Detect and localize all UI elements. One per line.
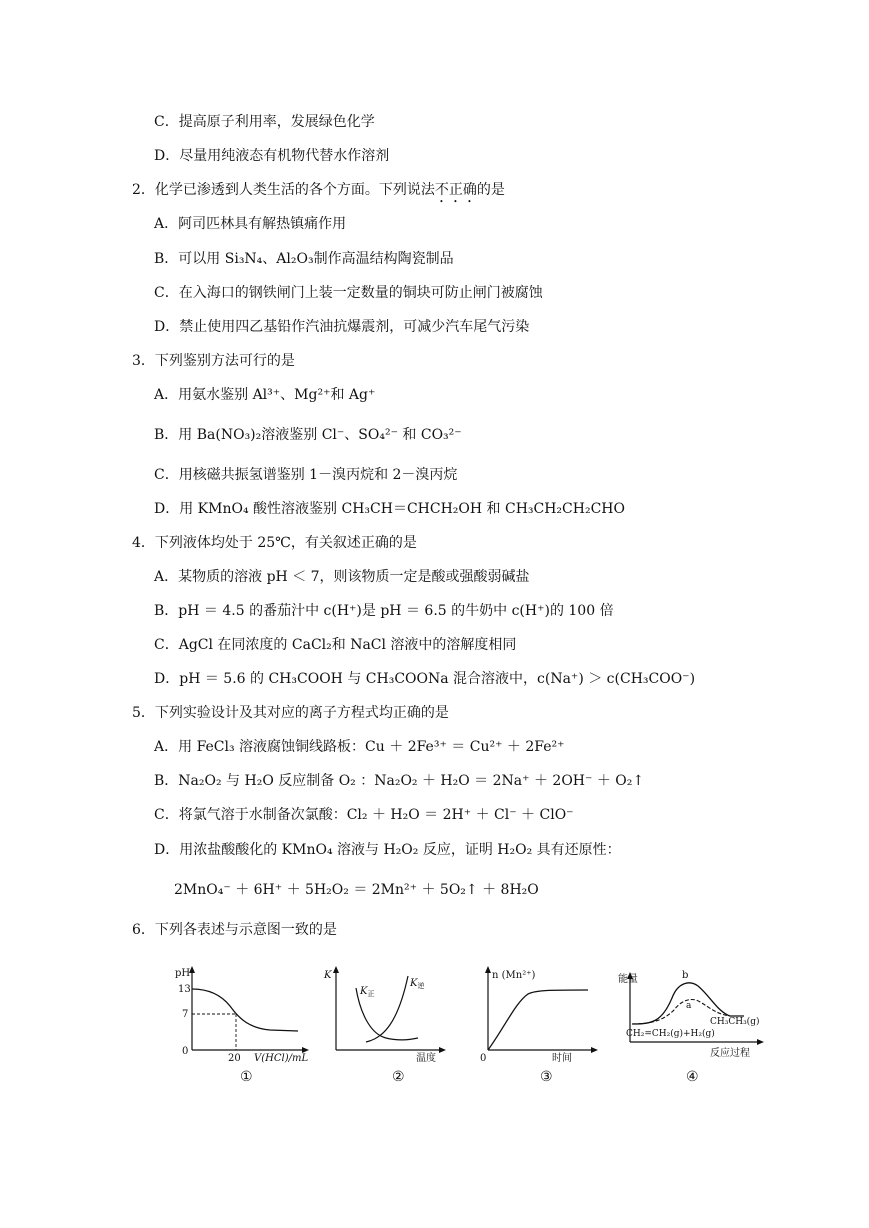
curve-k-reverse (366, 976, 408, 1042)
reactant-label: CH₂=CH₂(g)+H₂(g) (626, 1029, 715, 1039)
option-d-q4: D．pH ＝ 5.6 的 CH₃COOH 与 CH₃COONa 混合溶液中，c(Na⁺) ＞ c(CH₃COO⁻) (154, 671, 696, 687)
ph-curve (192, 989, 298, 1031)
question-5: 5．下列实验设计及其对应的离子方程式均正确的是 (132, 705, 449, 721)
tick-0: 0 (182, 1046, 189, 1057)
option-a-q2: A．阿司匹林具有解热镇痛作用 (154, 216, 347, 232)
y-axis-arrow (485, 966, 491, 973)
option-c-q3: C．用核磁共振氢谱鉴别 1－溴丙烷和 2－溴丙烷 (154, 467, 458, 483)
equation-q5d: 2MnO₄⁻ ＋ 6H⁺ ＋ 5H₂O₂ ＝ 2Mn²⁺ ＋ 5O₂↑ ＋ 8H₂O (174, 882, 539, 898)
y-label: n (Mn²⁺) (492, 970, 536, 981)
figure-1-titration-curve (170, 962, 310, 1066)
x-label: 温度 (416, 1053, 436, 1064)
x-label: V(HCl)/mL (254, 1053, 309, 1064)
question-3: 3．下列鉴别方法可行的是 (132, 353, 295, 369)
x-axis-arrow (757, 1039, 764, 1045)
option-d-q1: D．尽量用纯液态有机物代替水作溶剂 (154, 148, 390, 164)
option-a-q3: A．用氨水鉴别 Al³⁺、Mg²⁺和 Ag⁺ (154, 387, 376, 403)
question-2: 2．化学已渗透到人类生活的各个方面。下列说法不正确的是 (132, 182, 505, 198)
y-label: pH (175, 968, 191, 979)
product-label: CH₃CH₃(g) (710, 1017, 760, 1027)
option-d-q5: D．用浓盐酸酸化的 KMnO₄ 溶液与 H₂O₂ 反应，证明 H₂O₂ 具有还原性： (154, 842, 621, 858)
figure-3-mn-amount (470, 962, 600, 1066)
x-label: 反应过程 (710, 1048, 750, 1059)
label-k-reverse: $K_逆$ (410, 978, 425, 990)
tick-7: 7 (182, 1009, 189, 1020)
option-b-q3: B．用 Ba(NO₃)₂溶液鉴别 Cl⁻、SO₄²⁻ 和 CO₃²⁻ (154, 427, 462, 443)
y-axis-arrow (333, 966, 339, 973)
option-c-q2: C．在入海口的钢铁闸门上装一定数量的铜块可防止闸门被腐蚀 (154, 285, 543, 301)
option-c-q4: C．AgCl 在同浓度的 CaCl₂和 NaCl 溶液中的溶解度相同 (154, 637, 517, 653)
label-a: a (686, 1001, 692, 1011)
figure-3-label: ③ (540, 1069, 553, 1085)
option-b-q5: B．Na₂O₂ 与 H₂O 反应制备 O₂ ：Na₂O₂ ＋ H₂O ＝ 2Na⁺ ＋ 2OH⁻ ＋ O₂↑ (154, 773, 645, 789)
question-6: 6．下列各表述与示意图一致的是 (132, 922, 337, 938)
option-c-q1: C．提高原子利用率，发展绿色化学 (154, 114, 375, 130)
y-label: 能量 (618, 974, 638, 985)
question-4: 4．下列液体均处于 25℃，有关叙述正确的是 (132, 535, 417, 551)
y-label: K (324, 970, 332, 981)
x-label: 时间 (552, 1053, 572, 1064)
tick-13: 13 (178, 984, 191, 995)
tick-20: 20 (228, 1053, 241, 1064)
option-b-q2: B．可以用 Si₃N₄、Al₂O₃制作高温结构陶瓷制品 (154, 251, 454, 267)
label-k-forward: $K_正$ (360, 986, 375, 998)
label-b: b (682, 970, 689, 981)
emphasized-text: 不正确 (434, 182, 477, 198)
figure-2-equilibrium-constant (318, 962, 448, 1066)
origin-label: 0 (480, 1053, 487, 1064)
x-axis-arrow (439, 1047, 446, 1053)
figure-4-label: ④ (686, 1069, 699, 1085)
option-b-q4: B．pH ＝ 4.5 的番茄汁中 c(H⁺)是 pH ＝ 6.5 的牛奶中 c(H⁺)的 100 倍 (154, 603, 614, 619)
mn-curve (488, 990, 588, 1050)
x-axis-arrow (591, 1047, 598, 1053)
option-a-q5: A．用 FeCl₃ 溶液腐蚀铜线路板：Cu ＋ 2Fe³⁺ ＝ Cu²⁺ ＋ 2Fe²⁺ (154, 739, 565, 755)
figure-1-label: ① (240, 1069, 253, 1085)
option-d-q3: D．用 KMnO₄ 酸性溶液鉴别 CH₃CH＝CHCH₂OH 和 CH₃CH₂CH₂CHO (154, 501, 625, 517)
figure-2-label: ② (392, 1069, 405, 1085)
option-d-q2: D．禁止使用四乙基铅作汽油抗爆震剂，可减少汽车尾气污染 (154, 319, 530, 335)
option-a-q4: A．某物质的溶液 pH ＜ 7，则该物质一定是酸或强酸弱碱盐 (154, 569, 530, 585)
option-c-q5: C．将氯气溶于水制备次氯酸：Cl₂ ＋ H₂O ＝ 2H⁺ ＋ Cl⁻ ＋ ClO⁻ (154, 807, 574, 823)
figure-4-energy-profile (618, 962, 767, 1066)
